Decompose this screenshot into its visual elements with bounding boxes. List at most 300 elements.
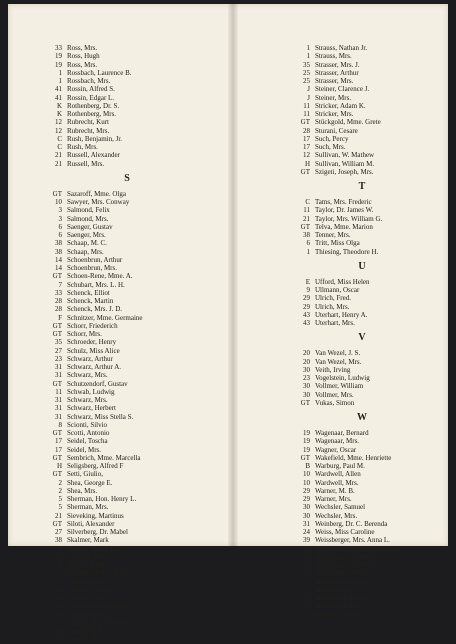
entry-code: 27 (55, 528, 62, 536)
entry-code: 11 (55, 387, 62, 396)
directory-entry (282, 578, 442, 586)
entry-code: GT (52, 379, 62, 388)
directory-entry (32, 143, 222, 151)
directory-entry (32, 231, 222, 239)
directory-entry (32, 338, 222, 346)
entry-name: Strasser, Arthur (315, 68, 359, 77)
directory-entry (282, 495, 442, 503)
entry-name: Vollmer, Mrs. (315, 390, 354, 399)
entry-code: 38 (55, 635, 62, 644)
entry-name: Skalmer, Mark (67, 536, 109, 545)
entry-name: Rubrecht, Mrs. (67, 126, 110, 135)
entry-code: 25 (303, 68, 310, 77)
entry-name: Seidel, Mrs. (67, 445, 102, 454)
directory-entry (282, 512, 442, 520)
directory-entry (32, 536, 222, 544)
directory-entry (32, 289, 222, 297)
entry-code: 17 (55, 437, 62, 446)
entry-name: Stephens, Mrs. (67, 577, 109, 586)
directory-entry (282, 462, 442, 470)
t-entries-list (282, 198, 442, 256)
entry-name: Sherman, Mrs. (67, 503, 109, 512)
directory-entry (32, 223, 222, 231)
entry-code: 5 (58, 503, 62, 512)
directory-entry (282, 391, 442, 399)
entry-code: GT (52, 519, 62, 528)
section-letter-s: S (124, 172, 130, 184)
directory-entry (32, 396, 222, 404)
entry-name: Rossin, Edgar L. (67, 93, 115, 102)
directory-entry (282, 223, 442, 231)
entry-code: 29 (303, 495, 310, 503)
entry-code: 2 (58, 478, 62, 487)
entry-name: Whitlock, Victor E. (315, 577, 370, 586)
directory-entry (32, 545, 222, 553)
entry-name: Uterhart, Henry A. (315, 310, 368, 319)
directory-entry (282, 143, 442, 151)
entry-name: Schorr, Friederich (67, 321, 118, 330)
entry-name: Silverberg, Dr. Mabel (67, 528, 128, 536)
entry-code: 27 (55, 346, 62, 355)
entry-name: Vogelstein, Ludwig (315, 374, 370, 382)
left-page-column (32, 44, 222, 644)
directory-entry (32, 462, 222, 470)
directory-entry (282, 278, 442, 286)
entry-code: 5 (58, 495, 62, 503)
entry-name: Shea, George E. (67, 478, 113, 487)
entry-code: 11 (303, 206, 310, 215)
directory-entry (282, 569, 442, 577)
entry-name: Veith, Irving (315, 365, 351, 374)
directory-entry (32, 594, 222, 602)
entry-code: 23 (303, 374, 310, 382)
entry-code: 29 (303, 486, 310, 495)
entry-code: 20 (303, 357, 310, 366)
r-entries-list (32, 44, 222, 168)
section-letter-w: W (357, 412, 367, 423)
directory-entry (282, 358, 442, 366)
directory-entry (282, 536, 442, 544)
entry-code: A (304, 577, 310, 586)
entry-code: J (307, 85, 310, 94)
entry-code: 11 (303, 101, 310, 110)
entry-code: 31 (303, 519, 310, 528)
entry-name: Russell, Mrs. (67, 159, 105, 168)
entry-code: GT (52, 470, 62, 479)
booklet-spread (8, 4, 448, 644)
entry-code: 31 (55, 412, 62, 421)
entry-name: Wakefield, Mme. Henriette (315, 453, 392, 462)
entry-code: 2 (58, 569, 62, 578)
entry-name: Sullivan, W. Mathew (315, 151, 375, 160)
directory-entry (282, 399, 442, 407)
entry-name: Such, Mrs. (315, 143, 346, 151)
entry-name: Schorr, Mrs. (67, 330, 102, 338)
directory-entry (282, 553, 442, 561)
entry-code: 37 (303, 594, 310, 602)
entry-name: Taylor, Mrs. William G. (315, 214, 383, 223)
directory-entry (282, 215, 442, 223)
directory-entry (32, 479, 222, 487)
entry-code: 23 (55, 354, 62, 363)
directory-entry (282, 454, 442, 462)
directory-entry (32, 206, 222, 214)
entry-code: 12 (303, 151, 310, 160)
entry-code: 37 (303, 602, 310, 611)
entry-name: Salmond, Mrs. (67, 214, 109, 223)
directory-entry (282, 135, 442, 143)
directory-entry (282, 528, 442, 536)
entry-code: 31 (55, 363, 62, 371)
entry-code: 30 (303, 365, 310, 374)
entry-code: 1 (306, 52, 310, 61)
entry-code: GT (300, 398, 310, 407)
entry-name: Sturani, Cesare (315, 126, 358, 135)
entry-code: 2 (58, 577, 62, 586)
entry-code: 10 (303, 470, 310, 479)
entry-code: 39 (303, 552, 310, 561)
entry-name: Strauss, Mrs. (315, 52, 352, 61)
directory-entry (32, 190, 222, 198)
entry-code: 25 (303, 77, 310, 85)
entry-name: Steiner, Mrs. (315, 93, 352, 102)
directory-entry (282, 160, 442, 168)
entry-code: 39 (303, 561, 310, 569)
entry-code: 35 (55, 338, 62, 347)
directory-entry (282, 479, 442, 487)
entry-name: Ulrich, Mrs. (315, 302, 350, 311)
directory-entry (32, 281, 222, 289)
entry-code: 1 (58, 77, 62, 85)
directory-entry (32, 44, 222, 52)
entry-code: 1 (58, 68, 62, 77)
entry-code: GT (52, 321, 62, 330)
entry-code: 38 (55, 536, 62, 545)
entry-code: GT (300, 118, 310, 127)
entry-code: 38 (55, 239, 62, 248)
entry-name: Vukas, Simon (315, 398, 355, 407)
entry-name: Weissberger, Mrs. Anna L. (315, 536, 390, 545)
entry-code: GT (52, 429, 62, 437)
directory-entry (282, 545, 442, 553)
entry-code: 23 (55, 552, 62, 561)
entry-name: Wardwell, Allen (315, 470, 361, 479)
entry-name: Rothenberg, Dr. S. (67, 101, 120, 110)
entry-name: Van Wezel, Mrs. (315, 357, 362, 366)
entry-name: Schoenbrun, Arthur (67, 255, 123, 264)
entry-code: 3 (58, 214, 62, 223)
directory-entry (282, 127, 442, 135)
entry-name: Warner, Mrs. (315, 495, 352, 503)
entry-name: Strasser, Mrs. (315, 77, 354, 85)
directory-entry (32, 297, 222, 305)
directory-entry (32, 61, 222, 69)
directory-entry (32, 94, 222, 102)
entry-name: Saenger, Mrs. (67, 231, 106, 239)
directory-entry (32, 578, 222, 586)
directory-entry (32, 256, 222, 264)
entry-name: Ufford, Miss Helen (315, 277, 370, 286)
directory-entry (282, 168, 442, 176)
entry-name: Sawyer, Mrs. Conway (67, 198, 130, 206)
entry-name: Van Wezel, J. S. (315, 349, 361, 358)
entry-name: Sternau, Arthur (67, 585, 111, 594)
entry-name: Strauss, Miss Elizabeth (67, 618, 133, 627)
entry-code: 17 (303, 143, 310, 151)
entry-name: Schoen-Rene, Mme. A. (67, 272, 133, 281)
directory-entry (32, 347, 222, 355)
directory-entry (282, 586, 442, 594)
directory-entry (32, 611, 222, 619)
entry-code: 2 (58, 544, 62, 553)
directory-entry (32, 330, 222, 338)
entry-code: 38 (55, 627, 62, 635)
entry-name: Schaap, Mrs. (67, 247, 104, 256)
directory-entry (32, 239, 222, 247)
directory-entry (282, 85, 442, 93)
entry-code: 14 (55, 255, 62, 264)
entry-code: 21 (55, 151, 62, 160)
directory-entry (32, 627, 222, 635)
directory-entry (32, 151, 222, 159)
entry-name: Ross, Mrs. (67, 44, 98, 52)
entry-code: 11 (303, 110, 310, 118)
entry-name: Wickmann, Frank (315, 594, 366, 602)
directory-entry (32, 102, 222, 110)
directory-entry (32, 110, 222, 118)
entry-code: 3 (58, 206, 62, 215)
entry-code: 10 (55, 198, 62, 206)
entry-code: 30 (303, 382, 310, 391)
directory-entry (32, 586, 222, 594)
entry-code: 18 (55, 602, 62, 611)
directory-entry (282, 303, 442, 311)
entry-code: 2 (58, 486, 62, 495)
directory-entry (282, 52, 442, 60)
entry-code: 33 (55, 288, 62, 297)
entry-name: Schenck, Elliot (67, 288, 110, 297)
entry-name: Wagenaar, Mrs. (315, 437, 360, 446)
entry-code: 28 (55, 297, 62, 305)
entry-name: Strasser, Mrs. J. (315, 60, 360, 69)
entry-name: Ullmann, Oscar (315, 286, 360, 294)
entry-name: Setti, Giulio, (67, 470, 103, 479)
directory-entry (282, 151, 442, 159)
directory-entry (32, 314, 222, 322)
w-entries-list (282, 429, 442, 619)
entry-name: Siloti, Alexander (67, 519, 115, 528)
entry-code: 38 (303, 231, 310, 239)
directory-entry (282, 206, 442, 214)
entry-name: Vollmer, William (315, 382, 364, 391)
entry-code: 21 (303, 214, 310, 223)
entry-name: Wechsler, Mrs. (315, 511, 358, 520)
directory-entry (32, 454, 222, 462)
entry-code: GT (52, 272, 62, 281)
entry-name: Stephens, Percy Rector (67, 569, 133, 578)
directory-entry (32, 305, 222, 313)
entry-name: Schenck, Martin (67, 297, 114, 305)
entry-name: Stojowski, Mrs. (67, 610, 112, 619)
entry-name: Schroeder, Henry (67, 338, 117, 347)
directory-entry (282, 102, 442, 110)
entry-name: Warner, M. B. (315, 486, 355, 495)
entry-name: Thiesing, Theodore H. (315, 247, 379, 256)
entry-name: Schwarz, Arthur A. (67, 363, 122, 371)
entry-name: Sullivan, William M. (315, 159, 375, 168)
entry-code: A (304, 585, 310, 594)
entry-code: 29 (303, 302, 310, 311)
entry-name: Ross, Mrs. (67, 60, 98, 69)
directory-entry (282, 520, 442, 528)
entry-code: 19 (303, 429, 310, 437)
s-entries-list (32, 190, 222, 644)
entry-code: 43 (303, 310, 310, 319)
entry-name: Tenner, Mrs. (315, 231, 351, 239)
entry-code: 41 (303, 569, 310, 578)
entry-code: 12 (55, 126, 62, 135)
entry-name: Sieveking, Martinus (67, 511, 124, 520)
directory-entry (32, 380, 222, 388)
entry-name: Rothenberg, Mrs. (67, 110, 117, 118)
entry-code: B (305, 610, 310, 619)
entry-name: Rubrecht, Kurt (67, 118, 109, 127)
entry-code: H (56, 561, 62, 569)
directory-entry (32, 77, 222, 85)
directory-entry (32, 52, 222, 60)
directory-entry (282, 487, 442, 495)
section-letter-v: V (358, 332, 366, 344)
entry-code: 7 (58, 280, 62, 289)
entry-code: F (58, 313, 62, 322)
u-entries-list (282, 278, 442, 328)
entry-name: Wertheimer, Pierre (315, 569, 368, 578)
directory-entry (32, 495, 222, 503)
entry-name: Whitlock, Mrs. (315, 585, 358, 594)
directory-entry (32, 322, 222, 330)
entry-name: Schaap, M. C. (67, 239, 107, 248)
entry-name: Weinberg, Dr. C. Berenda (315, 519, 388, 528)
entry-code: 41 (55, 93, 62, 102)
directory-entry (32, 69, 222, 77)
directory-entry (32, 553, 222, 561)
entry-name: Saenger, Gustav (67, 222, 113, 231)
entry-code: 1 (306, 44, 310, 52)
entry-code: 17 (55, 445, 62, 454)
entry-name: Steichen, Miss (67, 552, 109, 561)
directory-entry (32, 520, 222, 528)
entry-name: Weissberger, Miss Augustine (315, 544, 397, 553)
entry-code: 19 (303, 445, 310, 454)
entry-name: Schwab, Ludwig (67, 387, 115, 396)
entry-code: J (307, 93, 310, 102)
directory-entry (32, 446, 222, 454)
entry-code: 19 (55, 60, 62, 69)
directory-entry (32, 413, 222, 421)
directory-entry (282, 374, 442, 382)
entry-name: Weiss, Miss Caroline (315, 528, 375, 536)
entry-code: 17 (303, 134, 310, 143)
entry-code: K (56, 110, 62, 118)
directory-entry (32, 429, 222, 437)
entry-name: Tritt, Miss Olga (315, 239, 360, 248)
entry-code: 22 (55, 594, 62, 602)
entry-code: 21 (55, 159, 62, 168)
entry-code: 30 (303, 503, 310, 512)
directory-entry (282, 44, 442, 52)
entry-name: Strauss, Jack (67, 627, 104, 635)
entry-name: Wagenaar, Bernard (315, 429, 369, 437)
entry-code: 19 (303, 437, 310, 446)
directory-entry (282, 611, 442, 619)
entry-name: Schwarz, Mrs. (67, 371, 108, 380)
entry-name: Seligsberg, Alfred F (67, 462, 124, 470)
entry-name: Weissberger, Arnold L. (315, 552, 380, 561)
entry-name: Rossbach, Laurence B. (67, 68, 132, 77)
entry-name: Stojowski, Sigismond (67, 602, 129, 611)
entry-name: Wagner, Oscar (315, 445, 357, 454)
entry-code: 30 (303, 390, 310, 399)
entry-name: Wardwell, Mrs. (315, 478, 359, 487)
entry-code: 21 (55, 511, 62, 520)
directory-entry (32, 160, 222, 168)
entry-code: 39 (303, 536, 310, 545)
entry-code: 39 (303, 544, 310, 553)
directory-entry (32, 561, 222, 569)
section-letter-u: U (358, 260, 366, 272)
directory-entry (32, 569, 222, 577)
entry-code: 24 (303, 528, 310, 536)
directory-entry (32, 388, 222, 396)
entry-code: 38 (55, 247, 62, 256)
directory-entry (282, 198, 442, 206)
entry-name: Warburg, Paul M. (315, 462, 365, 470)
directory-entry (32, 635, 222, 643)
directory-entry (282, 594, 442, 602)
s-continued-entries-list (282, 44, 442, 176)
entry-code: 41 (55, 85, 62, 94)
entry-name: Taylor, Dr. James W. (315, 206, 374, 215)
directory-entry (282, 349, 442, 357)
entry-code: 1 (306, 247, 310, 256)
entry-name: Weissberger, Herbert L. (315, 561, 382, 569)
directory-entry (32, 118, 222, 126)
entry-name: Seidel, Toscha (67, 437, 108, 446)
entry-code: 31 (55, 396, 62, 404)
directory-entry (32, 248, 222, 256)
right-page-column (282, 44, 442, 619)
directory-entry (32, 528, 222, 536)
directory-entry (32, 127, 222, 135)
entry-name: Scionti, Silvio (67, 420, 108, 429)
directory-entry (282, 239, 442, 247)
directory-entry (32, 512, 222, 520)
entry-code: 6 (58, 231, 62, 239)
entry-name: Speyer, James (67, 561, 107, 569)
directory-entry (32, 404, 222, 412)
directory-entry (32, 602, 222, 610)
directory-entry (282, 248, 442, 256)
entry-code: 9 (306, 286, 310, 294)
entry-name: Schoenbrun, Mrs. (67, 264, 117, 272)
directory-entry (282, 437, 442, 445)
directory-entry (32, 264, 222, 272)
entry-code: 31 (55, 371, 62, 380)
entry-code: GT (52, 330, 62, 338)
directory-entry (282, 446, 442, 454)
entry-code: E (305, 277, 310, 286)
entry-name: Schwarz, Miss Stella S. (67, 412, 134, 421)
